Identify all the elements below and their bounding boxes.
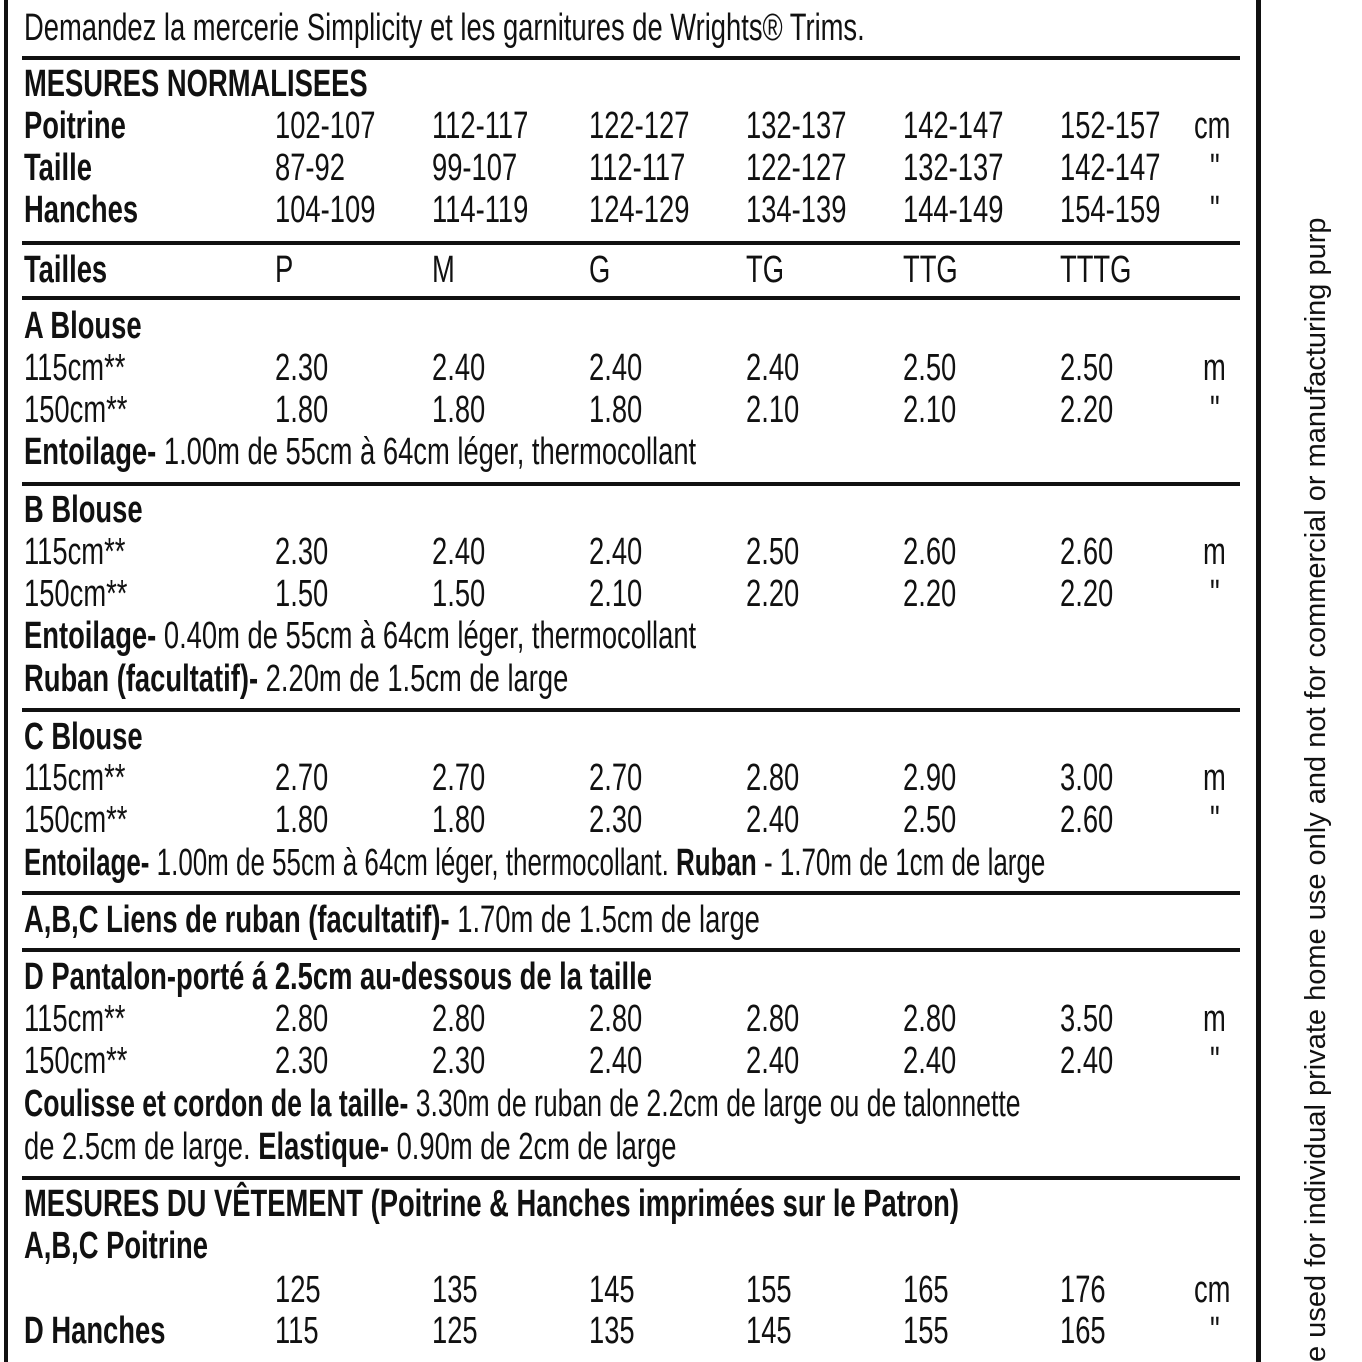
cell: 2.80 — [275, 998, 329, 1040]
cell: 2.10 — [746, 389, 800, 431]
cell: 1.80 — [432, 799, 486, 841]
size-g: G — [589, 249, 611, 291]
note-text: 1.00m de 55cm à 64cm léger, thermocollant. — [149, 842, 669, 884]
cell: 2.60 — [1060, 799, 1114, 841]
cell: 1.80 — [275, 799, 329, 841]
cell: 122-127 — [589, 105, 690, 147]
unit: m — [1203, 531, 1226, 573]
cell: 87-92 — [275, 147, 345, 189]
cell: 2.30 — [275, 531, 329, 573]
cell: 2.80 — [746, 998, 800, 1040]
unit: " — [1210, 799, 1220, 841]
note-text: 1.00m de 55cm à 64cm léger, thermocollant — [156, 431, 697, 473]
note-text: de 2.5cm de large. — [24, 1126, 251, 1168]
cell: 2.70 — [589, 757, 643, 799]
size-tg: TG — [746, 249, 785, 291]
note-label: Ruban — [668, 842, 757, 884]
cell: 2.40 — [432, 347, 486, 389]
cell: 2.10 — [589, 573, 643, 615]
fabric-width: 150cm** — [24, 799, 128, 841]
interfacing-note — [24, 432, 696, 472]
row-label: A,B,C Poitrine — [24, 1225, 208, 1267]
view-title: B Blouse — [24, 489, 143, 531]
size-m: M — [432, 249, 455, 291]
garment-measurements-title — [24, 1184, 959, 1224]
interfacing-note — [24, 616, 696, 656]
drawstring-note — [24, 1084, 1021, 1124]
note-text: 0.90m de 2cm de large — [388, 1126, 677, 1168]
cell: 2.30 — [589, 799, 643, 841]
divider — [22, 1176, 1240, 1180]
note-label: A,B,C Liens de ruban (facultatif)- — [24, 899, 450, 941]
cell: 114-119 — [432, 189, 529, 231]
view-title: D Pantalon-porté á 2.5cm au-dessous de la taille — [24, 956, 652, 998]
cell: 2.40 — [432, 531, 486, 573]
cell: 122-127 — [746, 147, 847, 189]
fabric-width: 115cm** — [24, 531, 126, 573]
cell: 102-107 — [275, 105, 376, 147]
cell: 2.30 — [275, 1040, 329, 1082]
cell: 152-157 — [1060, 105, 1161, 147]
cell: 165 — [1060, 1310, 1106, 1352]
cell: 3.50 — [1060, 998, 1114, 1040]
cell: 2.80 — [432, 998, 486, 1040]
cell: 112-117 — [432, 105, 529, 147]
row-label: Poitrine — [24, 105, 126, 147]
cell: 2.80 — [746, 757, 800, 799]
cell: 2.80 — [589, 998, 643, 1040]
cell: 132-137 — [746, 105, 847, 147]
cell: 135 — [432, 1269, 478, 1311]
cell: 134-139 — [746, 189, 847, 231]
cell: 1.80 — [275, 389, 329, 431]
fabric-width: 150cm** — [24, 1040, 128, 1082]
view-title: C Blouse — [24, 716, 143, 758]
cell: 2.50 — [903, 799, 957, 841]
cell: 2.70 — [432, 757, 486, 799]
size-p: P — [275, 249, 294, 291]
cell: 142-147 — [903, 105, 1004, 147]
cell: 1.80 — [589, 389, 643, 431]
cell: 2.40 — [1060, 1040, 1114, 1082]
cell: 1.50 — [432, 573, 486, 615]
standard-measurements-title: MESURES NORMALISEES — [24, 63, 368, 105]
unit: cm — [1194, 1269, 1231, 1311]
divider — [22, 241, 1240, 245]
cell: 2.90 — [903, 757, 957, 799]
cell: 1.80 — [432, 389, 486, 431]
view-title: A Blouse — [24, 305, 142, 347]
fabric-width: 115cm** — [24, 347, 126, 389]
cell: 125 — [432, 1310, 478, 1352]
fabric-width: 115cm** — [24, 757, 126, 799]
note-label: Ruban (facultatif)- — [24, 658, 259, 700]
unit: m — [1203, 347, 1226, 389]
cell: 1.50 — [275, 573, 329, 615]
cell: 2.40 — [746, 799, 800, 841]
cell: 99-107 — [432, 147, 518, 189]
fabric-width: 150cm** — [24, 573, 128, 615]
fabric-width: 150cm** — [24, 389, 128, 431]
cell: 155 — [746, 1269, 792, 1311]
cell: 132-137 — [903, 147, 1004, 189]
cell: 104-109 — [275, 189, 376, 231]
cell: 2.20 — [1060, 573, 1114, 615]
intro-line: Demandez la mercerie Simplicity et les garnitures de Wrights® Trims. — [24, 7, 865, 49]
cell: 115 — [275, 1310, 319, 1352]
cell: 2.50 — [1060, 347, 1114, 389]
note-label: Coulisse et cordon de la taille- — [24, 1083, 409, 1125]
unit: " — [1210, 389, 1220, 431]
divider — [22, 891, 1240, 895]
note-label: Elastique- — [250, 1126, 389, 1168]
cell: 2.10 — [903, 389, 957, 431]
unit: " — [1210, 573, 1220, 615]
cell: 2.50 — [746, 531, 800, 573]
cell: 112-117 — [589, 147, 686, 189]
page-border-left — [4, 0, 8, 1362]
note-label: Entoilage- — [24, 431, 157, 473]
cell: 2.40 — [903, 1040, 957, 1082]
elastic-note — [24, 1127, 676, 1167]
cell: 2.20 — [746, 573, 800, 615]
cell: 3.00 — [1060, 757, 1114, 799]
cell: 154-159 — [1060, 189, 1161, 231]
cell: 2.60 — [903, 531, 957, 573]
cell: 2.40 — [589, 531, 643, 573]
cell: 176 — [1060, 1269, 1106, 1311]
note-label: Entoilage- — [24, 842, 150, 884]
note-text: 0.40m de 55cm à 64cm léger, thermocollant — [156, 615, 697, 657]
note-text: - 1.70m de 1cm de large — [756, 842, 1046, 884]
note-text: 3.30m de ruban de 2.2cm de large ou de talonnette — [408, 1083, 1021, 1125]
note-text: 2.20m de 1.5cm de large — [258, 658, 569, 700]
unit: m — [1203, 998, 1226, 1040]
usage-notice-vertical: e used for individual private home use only and not for commercial or manufacturing purp — [1300, 217, 1332, 1362]
cell: 2.40 — [589, 347, 643, 389]
cell: 2.40 — [746, 1040, 800, 1082]
divider — [22, 56, 1240, 60]
unit: " — [1210, 1310, 1220, 1352]
interfacing-ribbon-note — [24, 843, 1045, 883]
unit: cm — [1194, 105, 1231, 147]
divider — [22, 948, 1240, 952]
cell: 145 — [746, 1310, 792, 1352]
cell: 155 — [903, 1310, 949, 1352]
cell: 142-147 — [1060, 147, 1161, 189]
row-label: Hanches — [24, 189, 139, 231]
cell: 2.30 — [432, 1040, 486, 1082]
cell: 2.70 — [275, 757, 329, 799]
ribbon-note — [24, 659, 568, 699]
cell: 2.20 — [1060, 389, 1114, 431]
cell: 2.40 — [746, 347, 800, 389]
divider — [22, 708, 1240, 712]
cell: 2.30 — [275, 347, 329, 389]
cell: 135 — [589, 1310, 635, 1352]
row-label: D Hanches — [24, 1310, 166, 1352]
unit: " — [1210, 147, 1220, 189]
cell: 165 — [903, 1269, 949, 1311]
cell: 124-129 — [589, 189, 690, 231]
divider — [22, 482, 1240, 486]
size-tttg: TTTG — [1060, 249, 1132, 291]
divider — [22, 296, 1240, 300]
unit: " — [1210, 1040, 1220, 1082]
cell: 2.60 — [1060, 531, 1114, 573]
note-label: Entoilage- — [24, 615, 157, 657]
page-border-right — [1256, 0, 1261, 1362]
cell: 125 — [275, 1269, 321, 1311]
cell: 2.20 — [903, 573, 957, 615]
cell: 2.80 — [903, 998, 957, 1040]
sizes-label: Tailles — [24, 249, 108, 291]
title-main: MESURES DU VÊTEMENT — [24, 1183, 363, 1225]
unit: m — [1203, 757, 1226, 799]
note-text: 1.70m de 1.5cm de large — [449, 899, 760, 941]
cell: 2.40 — [589, 1040, 643, 1082]
fabric-width: 115cm** — [24, 998, 126, 1040]
title-sub: (Poitrine & Hanches imprimées sur le Patron) — [362, 1183, 959, 1225]
cell: 145 — [589, 1269, 635, 1311]
size-ttg: TTG — [903, 249, 958, 291]
cell: 144-149 — [903, 189, 1004, 231]
row-label: Taille — [24, 147, 92, 189]
unit: " — [1210, 189, 1220, 231]
cell: 2.50 — [903, 347, 957, 389]
abc-ties-note — [24, 900, 760, 940]
